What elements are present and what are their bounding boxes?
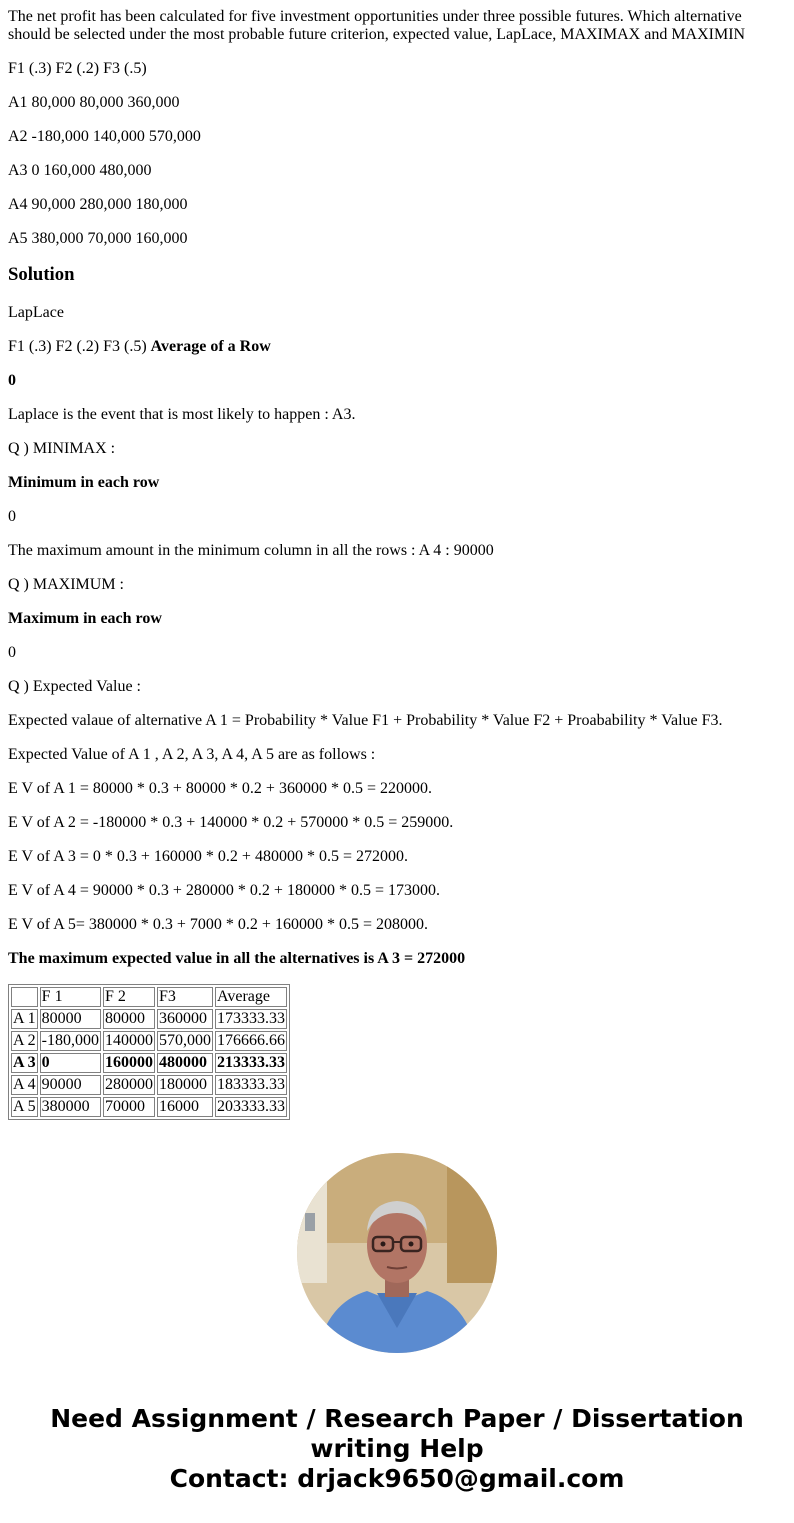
ev-line: E V of A 1 = 80000 * 0.3 + 80000 * 0.2 + 360000 * 0.5 = 220000. [8,780,432,797]
table-cell: A 3 [13,1054,36,1071]
table-header-cell: F 2 [103,987,155,1007]
promo-line: Need Assignment / Research Paper / Dissertation [50,1404,744,1433]
maximum-zero: 0 [8,644,16,661]
ev-conclusion: The maximum expected value in all the alternatives is A 3 = 272000 [8,950,466,967]
table-cell: -180,000 [41,1032,99,1049]
table-cell: A 2 [13,1032,36,1049]
table-cell: 90000 [40,1075,101,1095]
question-text: The net profit has been calculated for five investment opportunities under three possible futures. Which alternative should be selected under the most probable future criterion, expected value, LapLace, MAXIMAX and MAXIMIN [8,8,746,43]
promo-banner [0,1404,794,1494]
table-cell: 140000 [105,1032,153,1049]
minimax-label: Q ) MINIMAX : [8,440,116,457]
table-cell: A 1 [13,1010,36,1027]
person-portrait [297,1153,497,1353]
table-header-cell: F 1 [40,987,101,1007]
table-cell: 183333.33 [217,1076,285,1093]
table-cell: 80000 [103,1009,155,1029]
laplace-header [8,338,768,356]
ev-line: E V of A 2 = -180000 * 0.3 + 140000 * 0.2 + 570000 * 0.5 = 259000. [8,814,454,831]
minimax-result: The maximum amount in the minimum column in all the rows : A 4 : 90000 [8,542,494,559]
table-cell: 160000 [105,1054,153,1071]
table-cell: 380000 [40,1097,101,1117]
table-row-highlighted [11,1053,287,1073]
promo-line: writing Help [310,1434,484,1463]
table-cell: 70000 [103,1097,155,1117]
ev-formula: Expected valaue of alternative A 1 = Probability * Value F1 + Probability * Value F2 + Proabability * Value F3. [8,712,723,729]
ev-line: E V of A 4 = 90000 * 0.3 + 280000 * 0.2 + 180000 * 0.5 = 173000. [8,882,440,899]
question-row: A3 0 160,000 480,000 [8,162,152,179]
table-cell: 203333.33 [217,1098,285,1115]
table-header-cell [11,987,38,1007]
promo-contact: Contact: drjack9650@gmail.com [169,1464,625,1493]
laplace-header-text: F1 (.3) F2 (.2) F3 (.5) [8,338,147,355]
table-header-cell: Average [215,987,287,1007]
avatar [297,1153,497,1353]
solution-heading: Solution [8,264,75,285]
minimax-zero: 0 [8,508,16,525]
ev-label: Q ) Expected Value : [8,678,141,695]
question-row: A2 -180,000 140,000 570,000 [8,128,201,145]
table-row [11,1075,287,1095]
table-cell: 570,000 [159,1032,211,1049]
table-header-cell: F3 [157,987,213,1007]
laplace-label: LapLace [8,304,64,321]
table-cell: A 5 [13,1098,36,1115]
table-cell: 213333.33 [217,1054,285,1071]
table-cell: 180000 [157,1075,213,1095]
table-cell: 280000 [105,1076,153,1093]
question-header-row: F1 (.3) F2 (.2) F3 (.5) [8,60,147,77]
table-row [11,1009,287,1029]
maximum-header: Maximum in each row [8,610,162,627]
ev-line: E V of A 3 = 0 * 0.3 + 160000 * 0.2 + 480000 * 0.5 = 272000. [8,848,408,865]
question-row: A1 80,000 80,000 360,000 [8,94,180,111]
question-row: A4 90,000 280,000 180,000 [8,196,188,213]
table-cell: 80000 [40,1009,101,1029]
maximum-label: Q ) MAXIMUM : [8,576,124,593]
document-body [8,8,768,1120]
table-header-row [11,987,287,1007]
laplace-table [8,984,290,1120]
laplace-header-bold: Average of a Row [150,338,271,355]
table-row [11,1031,287,1051]
laplace-zero: 0 [8,372,16,389]
ev-intro: Expected Value of A 1 , A 2, A 3, A 4, A 5 are as follows : [8,746,376,763]
table-cell: A 4 [13,1076,36,1093]
table-cell: 0 [40,1053,101,1073]
ev-line: E V of A 5= 380000 * 0.3 + 7000 * 0.2 + 160000 * 0.5 = 208000. [8,916,428,933]
question-row: A5 380,000 70,000 160,000 [8,230,188,247]
table-cell: 360000 [157,1009,213,1029]
laplace-result: Laplace is the event that is most likely to happen : A3. [8,406,356,423]
table-cell: 173333.33 [217,1010,285,1027]
table-cell: 480000 [157,1053,213,1073]
table-row [11,1097,287,1117]
table-cell: 176666.66 [217,1032,285,1049]
table-cell: 16000 [157,1097,213,1117]
minimax-header: Minimum in each row [8,474,160,491]
